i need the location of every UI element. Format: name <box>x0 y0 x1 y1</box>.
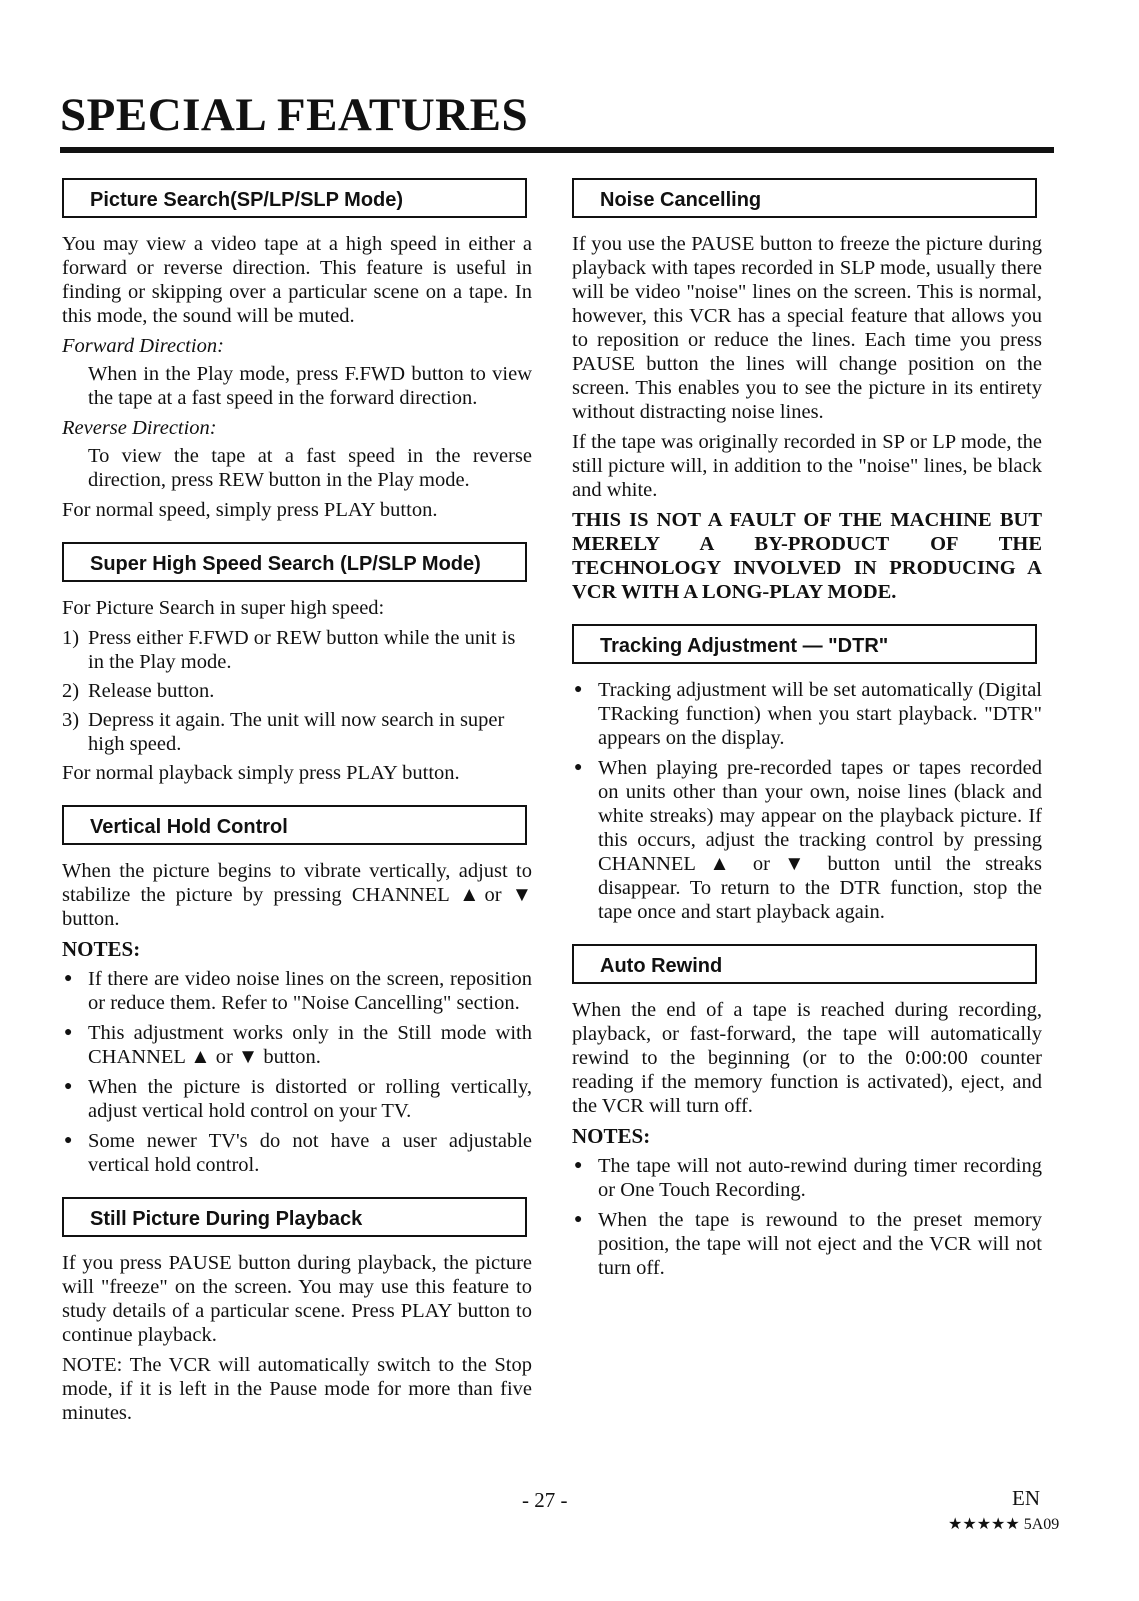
bullet-icon: ● <box>64 1025 73 1040</box>
section-heading-tracking: Tracking Adjustment — "DTR" <box>572 624 1037 664</box>
vertical-hold-intro: When the picture begins to vibrate vertically, adjust to stabilize the picture by pressing CHANNEL ▲or ▼ button. <box>62 860 532 930</box>
bullet-icon: ● <box>64 1079 73 1094</box>
reverse-direction-text: To view the tape at a fast speed in the reverse direction, press REW button in the Play mode. <box>88 445 532 491</box>
section-heading-picture-search: Picture Search(SP/LP/SLP Mode) <box>62 178 527 218</box>
list-item: ● This adjustment works only in the Still mode with CHANNEL ▲ or ▼ button. <box>64 1022 532 1068</box>
section-heading-noise-cancelling: Noise Cancelling <box>572 178 1037 218</box>
vertical-hold-notes-label: NOTES: <box>62 937 141 961</box>
list-item: ● The tape will not auto-rewind during timer recording or One Touch Recording. <box>574 1155 1042 1201</box>
bullet-icon: ● <box>574 1212 583 1227</box>
section-heading-vertical-hold: Vertical Hold Control <box>62 805 527 845</box>
list-item: 3) Depress it again. The unit will now search in super high speed. <box>62 709 505 755</box>
title-rule <box>60 147 1054 153</box>
list-item: ● When the tape is rewound to the preset memory position, the tape will not eject and the VCR will not turn off. <box>574 1209 1042 1279</box>
forward-direction-label: Forward Direction: <box>62 335 224 357</box>
list-item: ● When playing pre-recorded tapes or tapes recorded on units other than your own, noise lines (black and white streaks) may appear on the playback picture. If this occurs, adjust the tracking control by pressing CHANNEL ▲ or ▼ button until the streaks disappear. To return to the DTR function, stop the tape once and start playback again. <box>574 757 1042 923</box>
bullet-icon: ● <box>574 1158 583 1173</box>
super-high-speed-normal: For normal playback simply press PLAY button. <box>62 762 460 784</box>
super-high-speed-intro: For Picture Search in super high speed: <box>62 597 385 619</box>
still-picture-text: If you press PAUSE button during playback, the picture will "freeze" on the screen. You may use this feature to study details of a particular scene. Press PLAY button to continue playback. <box>62 1252 532 1346</box>
auto-rewind-notes <box>572 1154 1042 1280</box>
noise-cancelling-warning: THIS IS NOT A FAULT OF THE MACHINE BUT MERELY A BY-PRODUCT OF THE TECHNOLOGY INVOLVED IN PRODUCING A VCR WITH A LONG-PLAY MODE. <box>572 509 1042 603</box>
bullet-icon: ● <box>574 760 583 775</box>
picture-search-normal: For normal speed, simply press PLAY button. <box>62 499 438 521</box>
list-item: ● Tracking adjustment will be set automatically (Digital TRacking function) when you start playback. "DTR" appears on the display. <box>574 679 1042 749</box>
auto-rewind-notes-label: NOTES: <box>572 1124 651 1148</box>
page-title: SPECIAL FEATURES <box>60 89 529 141</box>
tracking-bullets <box>572 678 1042 924</box>
reverse-direction-label: Reverse Direction: <box>62 417 217 439</box>
still-picture-note: NOTE: The VCR will automatically switch to the Stop mode, if it is left in the Pause mode for more than five minutes. <box>62 1354 532 1424</box>
section-heading-super-high-speed: Super High Speed Search (LP/SLP Mode) <box>62 542 527 582</box>
list-item: 1) Press either F.FWD or REW button while the unit is in the Play mode. <box>62 627 516 673</box>
section-heading-auto-rewind: Auto Rewind <box>572 944 1037 984</box>
noise-cancelling-p1: If you use the PAUSE button to freeze the picture during playback with tapes recorded in SLP mode, usually there will be video "noise" lines on the screen. This is normal, however, this VCR has a special feature that allows you to reposition or reduce the lines. Each time you press PAUSE button the lines will change position on the screen. This enables you to see the picture in its entirety without distracting noise lines. <box>572 233 1042 423</box>
noise-cancelling-p2: If the tape was originally recorded in SP or LP mode, the still picture will, in addition to the "noise" lines, be black and white. <box>572 431 1042 501</box>
bullet-icon: ● <box>64 971 73 986</box>
list-item: ● When the picture is distorted or rolling vertically, adjust vertical hold control on your TV. <box>64 1076 532 1122</box>
section-heading-still-picture: Still Picture During Playback <box>62 1197 527 1237</box>
vertical-hold-notes <box>62 967 532 1177</box>
auto-rewind-text: When the end of a tape is reached during recording, playback, or fast-forward, the tape will automatically rewind to the beginning (or to the 0:00:00 counter reading if the memory function is activated), eject, and the VCR will turn off. <box>572 999 1042 1117</box>
language-code: EN <box>1012 1486 1040 1510</box>
list-item: ● If there are video noise lines on the screen, reposition or reduce them. Refer to "Noise Cancelling" section. <box>64 968 532 1014</box>
left-column <box>62 178 532 1431</box>
bullet-icon: ● <box>574 682 583 697</box>
bullet-icon: ● <box>64 1133 73 1148</box>
forward-direction-text: When in the Play mode, press F.FWD button to view the tape at a fast speed in the forward direction. <box>88 363 532 409</box>
picture-search-intro: You may view a video tape at a high speed in either a forward or reverse direction. This feature is useful in finding or skipping over a particular scene on a tape. In this mode, the sound will be muted. <box>62 233 532 327</box>
list-item: 2) Release button. <box>62 680 215 702</box>
list-item: ● Some newer TV's do not have a user adjustable vertical hold control. <box>64 1130 532 1176</box>
super-high-speed-steps <box>62 626 532 756</box>
page-number: - 27 - <box>522 1488 568 1512</box>
document-code: ★★★★★ 5A09 <box>948 1516 1060 1533</box>
right-column <box>572 178 1042 1286</box>
